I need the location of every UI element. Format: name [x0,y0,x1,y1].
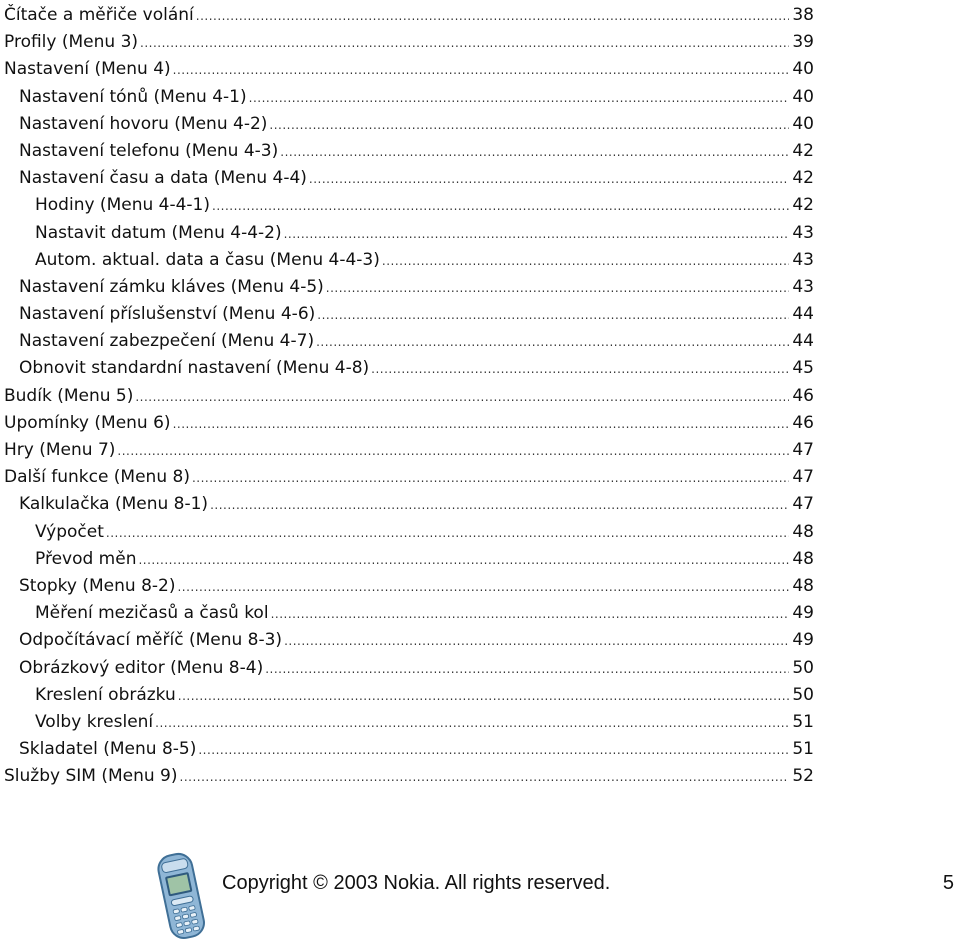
dot-leader [138,548,789,572]
dot-leader [178,684,790,708]
toc-entry[interactable] [4,601,814,628]
toc-entry-title: Nastavit datum (Menu 4-4-2) [35,222,282,243]
toc-entry-title: Hry (Menu 7) [4,440,116,460]
toc-entry[interactable] [4,710,814,737]
toc-entry-title: Nastavení tónů (Menu 4-1) [19,86,247,107]
toc-entry[interactable] [4,3,814,30]
mobile-phone-icon [146,850,216,940]
dot-leader [284,629,789,653]
toc-entry-title: Nastavení zabezpečení (Menu 4-7) [19,331,315,352]
toc-entry[interactable] [4,221,814,248]
toc-entry-title: Volby kreslení [35,711,154,732]
toc-entry[interactable] [4,438,814,465]
dot-leader [280,140,789,164]
toc-entry-title: Skladatel (Menu 8-5) [19,739,197,760]
dot-leader [317,303,789,327]
toc-entry[interactable] [4,193,814,220]
toc-entry-page: 52 [792,766,814,787]
toc-entry-page: 47 [792,467,814,488]
toc-entry-title: Profily (Menu 3) [4,32,139,53]
toc-entry-title: Nastavení příslušenství (Menu 4-6) [19,304,316,325]
toc-entry[interactable] [4,139,814,166]
dot-leader [210,493,789,517]
toc-entry-page: 48 [792,548,814,569]
toc-entry-title: Služby SIM (Menu 9) [4,766,178,787]
toc-entry-page: 44 [792,304,814,325]
dot-leader [326,276,790,300]
toc-entry-title: Obrázkový editor (Menu 8-4) [19,657,264,678]
toc-entry-page: 43 [792,276,814,297]
toc-entry-page: 42 [792,140,814,161]
dot-leader [196,4,790,28]
toc-entry-title: Nastavení (Menu 4) [4,59,171,80]
dot-leader [269,113,789,137]
toc-entry-title: Kalkulačka (Menu 8-1) [19,494,209,515]
toc-entry[interactable] [4,85,814,112]
dot-leader [192,466,789,490]
toc-entry[interactable] [4,574,814,601]
toc-entry-page: 46 [792,412,814,433]
dot-leader [135,385,789,409]
toc-entry[interactable] [4,547,814,574]
toc-entry-title: Nastavení hovoru (Menu 4-2) [19,113,268,134]
dot-leader [249,86,790,110]
dot-leader [284,222,790,246]
toc-entry-page: 48 [792,575,814,596]
toc-entry-title: Kreslení obrázku [35,684,176,705]
toc-entry-title: Upomínky (Menu 6) [4,412,171,433]
toc-entry-page: 50 [792,657,814,678]
dot-leader [177,575,789,599]
dot-leader [140,31,789,55]
toc-entry-page: 51 [792,739,814,760]
dot-leader [212,194,789,218]
toc-entry-page: 49 [792,603,814,624]
toc-entry[interactable] [4,520,814,547]
dot-leader [180,765,790,789]
toc-entry-title: Měření mezičasů a časů kol [35,603,269,624]
toc-entry-title: Autom. aktual. data a času (Menu 4-4-3) [35,249,380,270]
dot-leader [271,602,790,626]
toc-entry-page: 42 [792,195,814,216]
toc-entry-title: Další funkce (Menu 8) [4,467,190,488]
toc-entry-title: Nastavení času a data (Menu 4-4) [19,168,307,189]
toc-entry[interactable] [4,112,814,139]
toc-entry-page: 39 [792,32,814,53]
copyright-notice: Copyright © 2003 Nokia. All rights reserved. [222,872,611,894]
toc-entry[interactable] [4,737,814,764]
toc-entry-page: 42 [792,168,814,189]
toc-entry-page: 40 [792,113,814,134]
dot-leader [309,167,789,191]
toc-entry[interactable] [4,248,814,275]
dot-leader [155,711,789,735]
dot-leader [316,330,789,354]
toc-entry-page: 51 [792,711,814,732]
toc-entry-page: 40 [792,86,814,107]
toc-entry[interactable] [4,384,814,411]
toc-entry[interactable] [4,275,814,302]
dot-leader [106,521,789,545]
toc-entry-title: Stopky (Menu 8-2) [19,575,176,596]
toc-entry[interactable] [4,465,814,492]
dot-leader [173,412,790,436]
toc-entry-title: Čítače a měřiče volání [4,5,194,25]
dot-leader [173,58,790,82]
toc-entry-page: 44 [792,331,814,352]
toc-entry[interactable] [4,329,814,356]
toc-entry[interactable] [4,411,814,438]
toc-entry-title: Hodiny (Menu 4-4-1) [35,195,210,216]
toc-entry[interactable] [4,302,814,329]
dot-leader [371,357,789,381]
toc-entry-title: Obnovit standardní nastavení (Menu 4-8) [19,358,370,379]
toc-entry-page: 38 [792,5,814,25]
toc-entry-page: 47 [792,494,814,515]
toc-entry-title: Výpočet [35,521,104,542]
dot-leader [117,439,789,463]
toc-entry[interactable] [4,30,814,57]
toc-entry-page: 48 [792,521,814,542]
toc-entry[interactable] [4,492,814,519]
toc-entry[interactable] [4,764,814,791]
toc-entry-page: 43 [792,222,814,243]
dot-leader [265,657,789,681]
toc-entry-page: 50 [792,684,814,705]
toc-entry[interactable] [4,57,814,84]
toc-entry[interactable] [4,166,814,193]
toc-entry[interactable] [4,683,814,710]
toc-entry[interactable] [4,656,814,683]
toc-entry-page: 43 [792,249,814,270]
toc-entry-page: 45 [792,358,814,379]
page-number: 5 [942,872,954,894]
toc-entry-title: Převod měn [35,548,137,569]
toc-entry-title: Nastavení telefonu (Menu 4-3) [19,140,279,161]
toc-entry-title: Budík (Menu 5) [4,385,134,406]
table-of-contents [4,3,814,791]
toc-entry-title: Odpočítávací měříč (Menu 8-3) [19,630,283,651]
toc-entry-page: 40 [792,59,814,80]
dot-leader [198,738,789,762]
dot-leader [382,249,789,273]
toc-entry-page: 49 [792,630,814,651]
toc-entry-page: 46 [792,385,814,406]
toc-entry-title: Nastavení zámku kláves (Menu 4-5) [19,276,324,297]
toc-entry-page: 47 [792,440,814,460]
toc-entry[interactable] [4,356,814,383]
toc-entry[interactable] [4,628,814,655]
